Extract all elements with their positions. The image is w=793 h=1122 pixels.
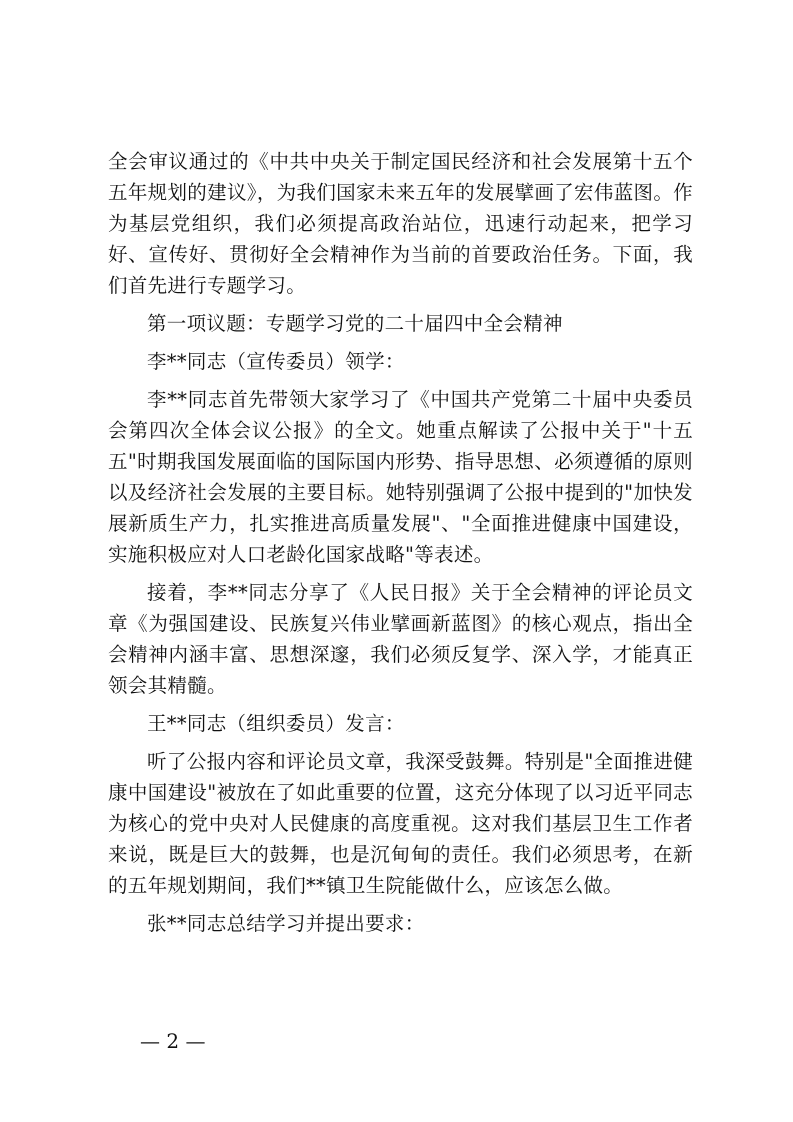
document-body [108, 146, 693, 939]
paragraph-li-commentary: 接着，李**同志分享了《人民日报》关于全会精神的评论员文章《为强国建设、民族复兴伟业擘画新蓝图》的核心观点，指出全会精神内涵丰富、思想深邃，我们必须反复学、深入学，才能真正领会其精髓。 [108, 581, 693, 697]
paragraph-agenda-item-heading: 第一项议题：专题学习党的二十届四中全会精神 [147, 312, 563, 335]
page-number: — 2 — [140, 1029, 206, 1053]
paragraph-li-study-summary: 李**同志首先带领大家学习了《中国共产党第二十届中央委员会第四次全体会议公报》的全文。她重点解读了公报中关于"十五五"时期我国发展面临的国际国内形势、指导思想、必须遵循的原则以及经济社会发展的主要目标。她特别强调了公报中提到的"加快发展新质生产力，扎实推进高质量发展"、"全面推进健康中国建设，实施积极应对人口老龄化国家战略"等表述。 [108, 388, 693, 566]
paragraph-speaker-li: 李**同志（宣传委员）领学： [147, 350, 405, 373]
paragraph-speaker-wang: 王**同志（组织委员）发言： [147, 712, 405, 735]
paragraph-intro-continuation: 全会审议通过的《中共中央关于制定国民经济和社会发展第十五个五年规划的建议》，为我们国家未来五年的发展擘画了宏伟蓝图。作为基层党组织，我们必须提高政治站位，迅速行动起来，把学习好、宣传好、贯彻好全会精神作为当前的首要政治任务。下面，我们首先进行专题学习。 [108, 150, 693, 297]
paragraph-wang-remarks: 听了公报内容和评论员文章，我深受鼓舞。特别是"全面推进健康中国建设"被放在了如此重要的位置，这充分体现了以习近平同志为核心的党中央对人民健康的高度重视。这对我们基层卫生工作者来说，既是巨大的鼓舞，也是沉甸甸的责任。我们必须思考，在新的五年规划期间，我们**镇卫生院能做什么，应该怎么做。 [108, 750, 693, 897]
paragraph-speaker-zhang: 张**同志总结学习并提出要求： [147, 912, 425, 935]
